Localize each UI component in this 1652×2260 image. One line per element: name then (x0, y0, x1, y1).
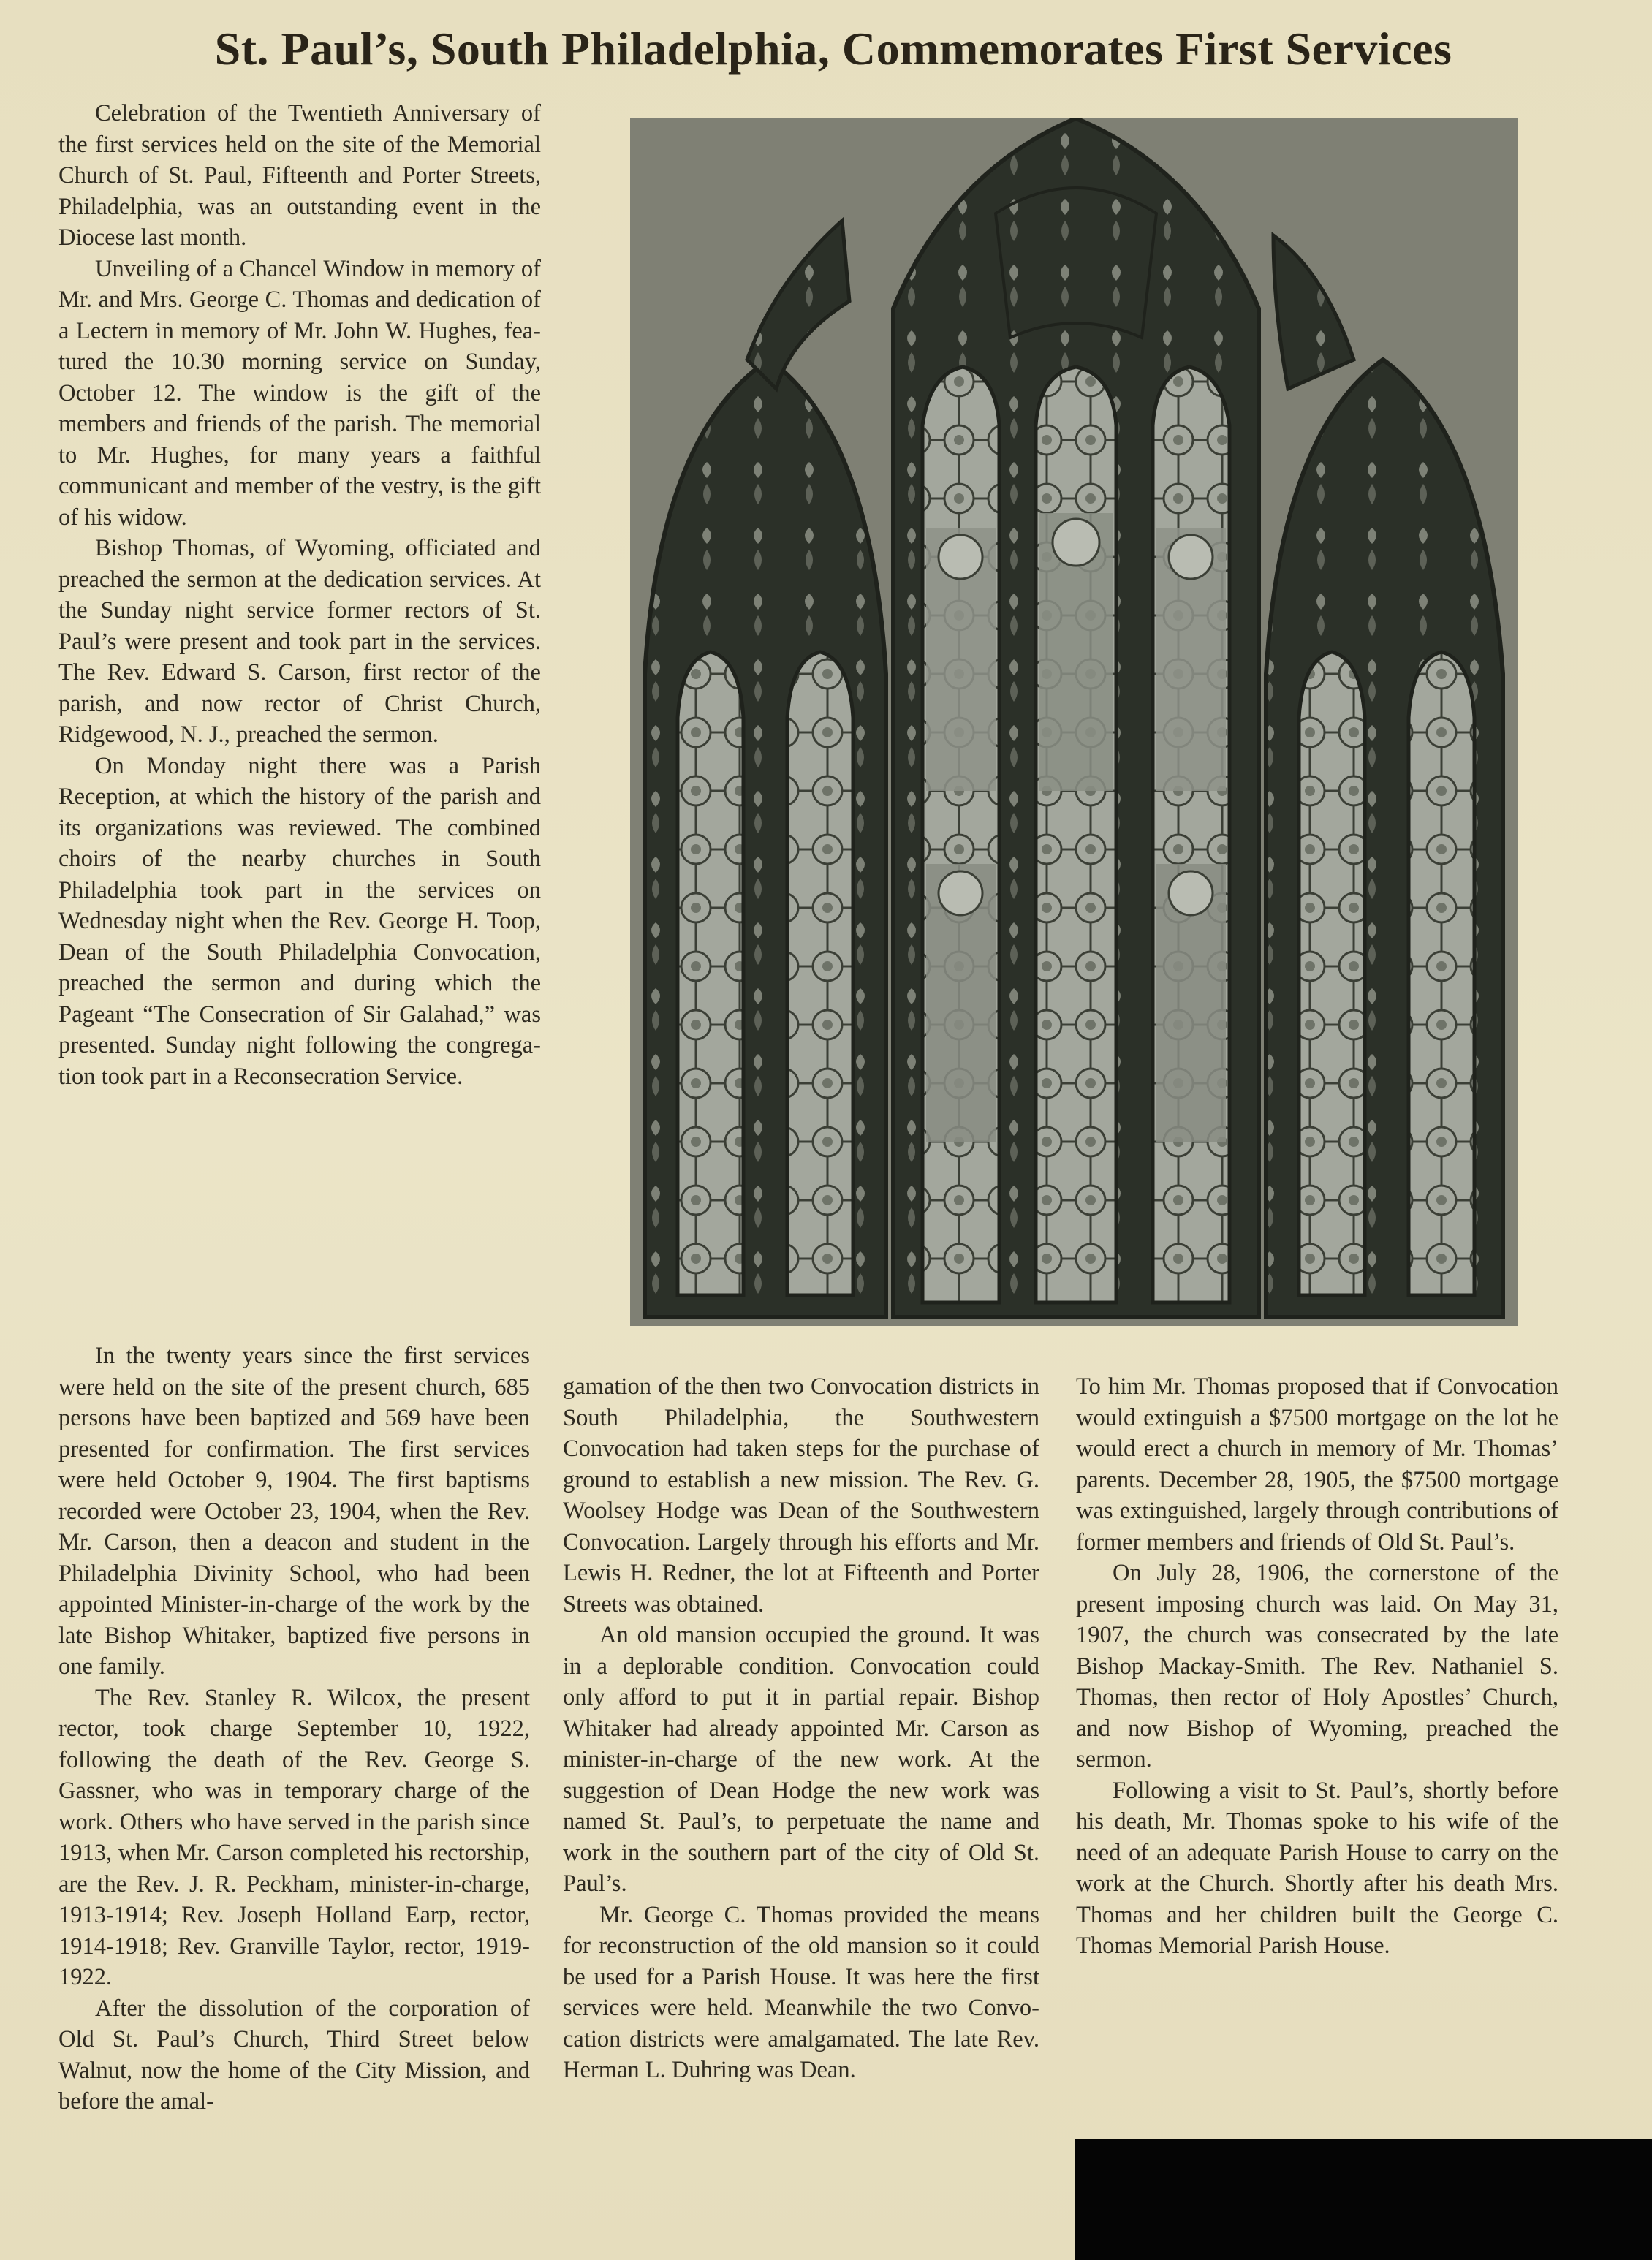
figure-halo (939, 535, 982, 579)
paragraph: Mr. George C. Thomas provided the means for reconstruction of the old mansion so it could be used for a Parish House. It was here the first services were held. Meanwhile the two Convocation districts were amalgamated. The late Rev. Herman L. Duhring was Dean. (563, 1901, 1039, 2083)
paragraph: To him Mr. Thomas proposed that if Convocation would extinguish a $7500 mortgage on the lot he would erect a church in memory of Mr. Thomas’ parents. December 28, 1905, the $7500 mortgage was extinguished, largely through contributions of former members and friends of Old St. Paul’s. (1076, 1373, 1558, 1555)
right-lancet-panel (1299, 652, 1365, 1295)
column-1-top (58, 98, 541, 1092)
paragraph: After the dissolution of the corporation of Old St. Paul’s Church, Third Street below Walnut, now the home of the City Mission, and before the amal- (58, 1995, 530, 2115)
stained-glass-window-photo (630, 118, 1518, 1326)
center-tracery (996, 188, 1156, 338)
center-lancet-panel (922, 367, 999, 1302)
column-3 (1076, 1371, 1558, 1962)
left-lancet-panel (678, 652, 743, 1295)
article-headline: St. Paul’s, South Philadelphia, Commemorates First Services (214, 23, 1452, 75)
center-lancet-panel (1036, 367, 1116, 1302)
paragraph: An old mansion occupied the ground. It was in a deplorable condition. Convocation could only afford to put it in partial repair. Bishop Whitaker had already appointed Mr. Carson as minister-in-charge of the new work. At the suggestion of Dean Hodge the new work was named St. Paul’s, to perpetuate the name and work in the southern part of the city of Old St. Paul’s. (563, 1622, 1039, 1897)
paragraph: Unveiling of a Chancel Window in memory of Mr. and Mrs. George C. Thomas and dedication of a Lectern in memory of Mr. John W. Hughes, featured the 10.30 morning service on Sunday, October 12. The window is the gift of the members and friends of the parish. The memorial to Mr. Hughes, for many years a faithful communicant and member of the vestry, is the gift of his widow. (58, 255, 541, 531)
figure-halo (1053, 519, 1099, 566)
paragraph: Celebration of the Twentieth Anniversary of the first services held on the site of the Memorial Church of St. Paul, Fifteenth and Porter Streets, Philadelphia, was an outstanding event in the Diocese last month. (58, 100, 541, 251)
black-redaction-block (1075, 2139, 1652, 2260)
column-2 (563, 1371, 1039, 2086)
paragraph: On July 28, 1906, the cornerstone of the present imposing church was laid. On May 31, 1907, the church was consecrated by the late Bishop Mackay-Smith. The Rev. Nathaniel S. Thomas, then rector of Holy Apostles’ Church, and now Bishop of Wyoming, preached the sermon. (1076, 1560, 1558, 1772)
paragraph: Bishop Thomas, of Wyoming, officiated and preached the sermon at the dedication services. At the Sunday night service former rectors of St. Paul’s were present and took part in the services. The Rev. Edward S. Carson, first rector of the parish, and now rector of Christ Church, Ridgewood, N. J., preached the sermon. (58, 535, 541, 748)
paragraph: Following a visit to St. Paul’s, shortly before his death, Mr. Thomas spoke to his wife of the need of an adequate Parish House to carry on the work at the Church. Shortly after his death Mrs. Thomas and her children built the George C. Thomas Memorial Parish House. (1076, 1777, 1558, 1959)
paragraph: The Rev. Stanley R. Wilcox, the present rector, took charge September 10, 1922, following the death of the Rev. George S. Gassner, who was in temporary charge of the work. Others who have served in the parish since 1913, when Mr. Carson completed his rectorship, are the Rev. J. R. Peckham, minister-in-charge, 1913-1914; Rev. Joseph Holland Earp, rector, 1914-1918; Rev. Granville Taylor, rector, 1919-1922. (58, 1684, 530, 1990)
stained-glass-window-illustration (630, 118, 1518, 1326)
right-lancet-panel (1409, 652, 1474, 1295)
paragraph: On Monday night there was a Parish Reception, at which the history of the parish and its organizations was reviewed. The combined choirs of the nearby churches in South Philadelphia took part in the services on Wednesday night when the Rev. George H. Toop, Dean of the South Philadelphia Convocation, preached the sermon and during which the Pageant “The Consecration of Sir Galahad,” was presented. Sunday night following the congregation took part in a Reconsecration Service. (58, 752, 541, 1090)
figure-halo (1169, 871, 1213, 915)
left-lancet-panel (787, 652, 853, 1295)
paragraph: gamation of the then two Convocation districts in South Philadelphia, the Southwestern Convocation had taken steps for the purchase of ground to establish a new mission. The Rev. G. Woolsey Hodge was Dean of the Southwestern Convocation. Largely through his efforts and Mr. Lewis H. Redner, the lot at Fifteenth and Porter Streets was obtained. (563, 1373, 1039, 1618)
paragraph: In the twenty years since the first services were held on the site of the present church, 685 persons have been baptized and 569 have been presented for confirmation. The first services were held October 9, 1904. The first baptisms recorded were October 23, 1904, when the Rev. Mr. Carson, then a deacon and student in the Philadelphia Divinity School, who had been appointed Minister-in-charge of the work by the late Bishop Whitaker, baptized five persons in one family. (58, 1343, 530, 1680)
figure-halo (1169, 535, 1213, 579)
column-1-bottom (58, 1341, 530, 2117)
center-lancet-panel (1153, 367, 1229, 1302)
figure-halo (939, 871, 982, 915)
